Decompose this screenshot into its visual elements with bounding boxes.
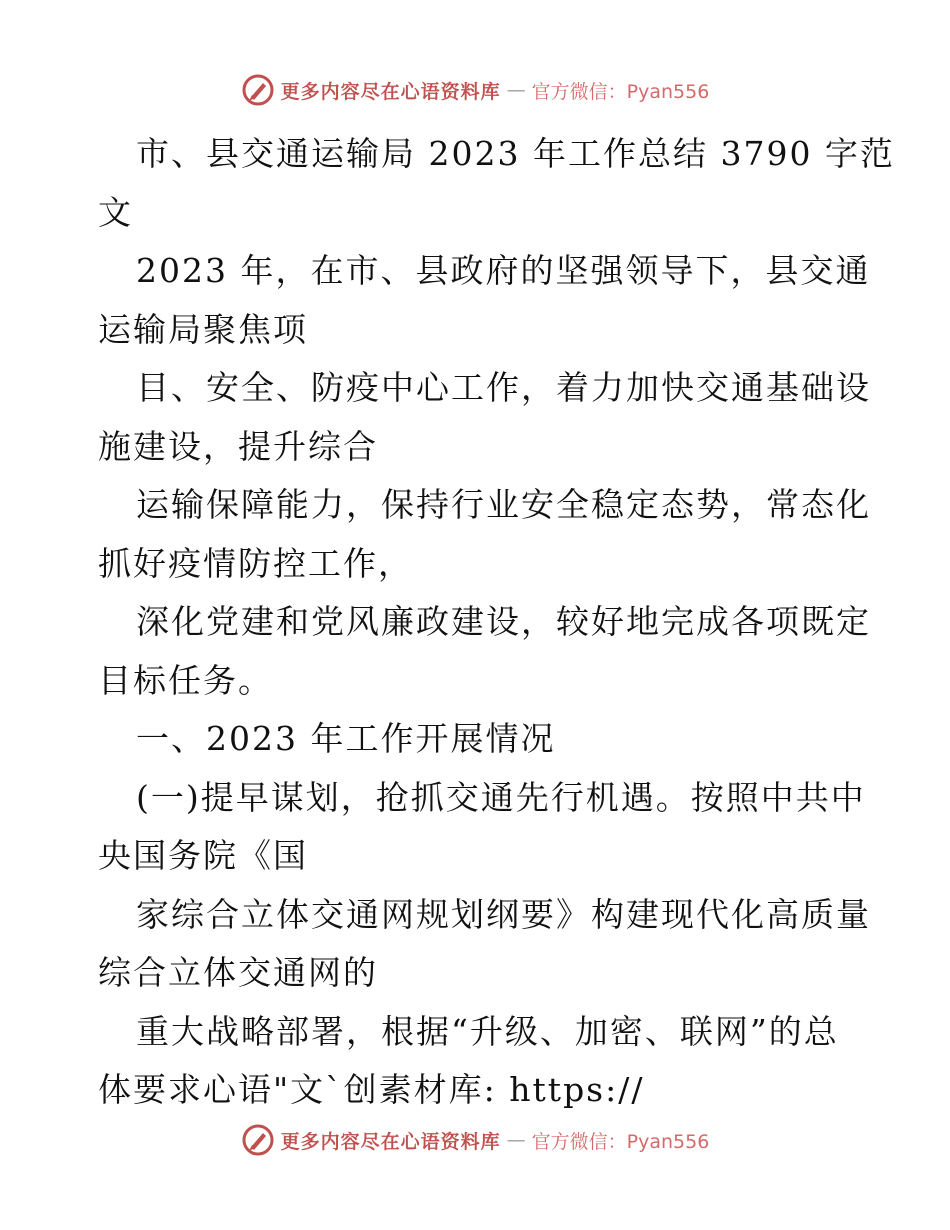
document-title-line-1: 市、县交通运输局 2023 年工作总结 3790 字范 xyxy=(136,134,895,173)
paragraph-line: 运输局聚焦项 xyxy=(98,309,308,349)
paragraph-line: 综合立体交通网的 xyxy=(98,953,378,992)
paragraph-line: 央国务院《国 xyxy=(98,836,308,875)
paragraph-line: 家综合立体交通网规划纲要》构建现代化高质量 xyxy=(136,894,871,934)
paragraph-line: 运输保障能力，保持行业安全稳定态势，常态化 xyxy=(136,485,871,524)
banner-contact-text: 官方微信：Pyan556 xyxy=(531,1130,710,1153)
banner-contact-text: 官方微信：Pyan556 xyxy=(531,80,710,103)
header-banner xyxy=(0,70,950,110)
document-body xyxy=(98,125,895,1120)
banner-brand-text: 更多内容尽在心语资料库 xyxy=(280,1130,501,1153)
paragraph-line: 重大战略部署，根据“升级、加密、联网”的总 xyxy=(136,1011,839,1051)
paragraph-line: 深化党建和党风廉政建设，较好地完成各项既定 xyxy=(136,602,871,641)
banner-separator: — xyxy=(506,79,526,101)
banner-brand-text: 更多内容尽在心语资料库 xyxy=(280,80,501,103)
document-title-line-2: 文 xyxy=(98,192,133,232)
paragraph-line: 抓好疫情防控工作， xyxy=(98,543,413,583)
banner-separator: — xyxy=(506,1129,526,1151)
paragraph-line: 施建设，提升综合 xyxy=(98,426,378,466)
section-heading: 一、2023 年工作开展情况 xyxy=(136,719,556,758)
pen-nib-logo-icon xyxy=(241,1123,275,1157)
paragraph-line: (一)提早谋划，抢抓交通先行机遇。按照中共中 xyxy=(136,777,866,817)
pen-nib-logo-icon xyxy=(241,73,275,107)
paragraph-line: 目标任务。 xyxy=(98,660,273,700)
paragraph-line: 体要求心语"文`创素材库: https:// xyxy=(98,1070,645,1109)
footer-banner xyxy=(0,1120,950,1160)
paragraph-line: 目、安全、防疫中心工作，着力加快交通基础设 xyxy=(136,368,871,407)
paragraph-line: 2023 年，在市、县政府的坚强领导下，县交通 xyxy=(136,251,871,290)
